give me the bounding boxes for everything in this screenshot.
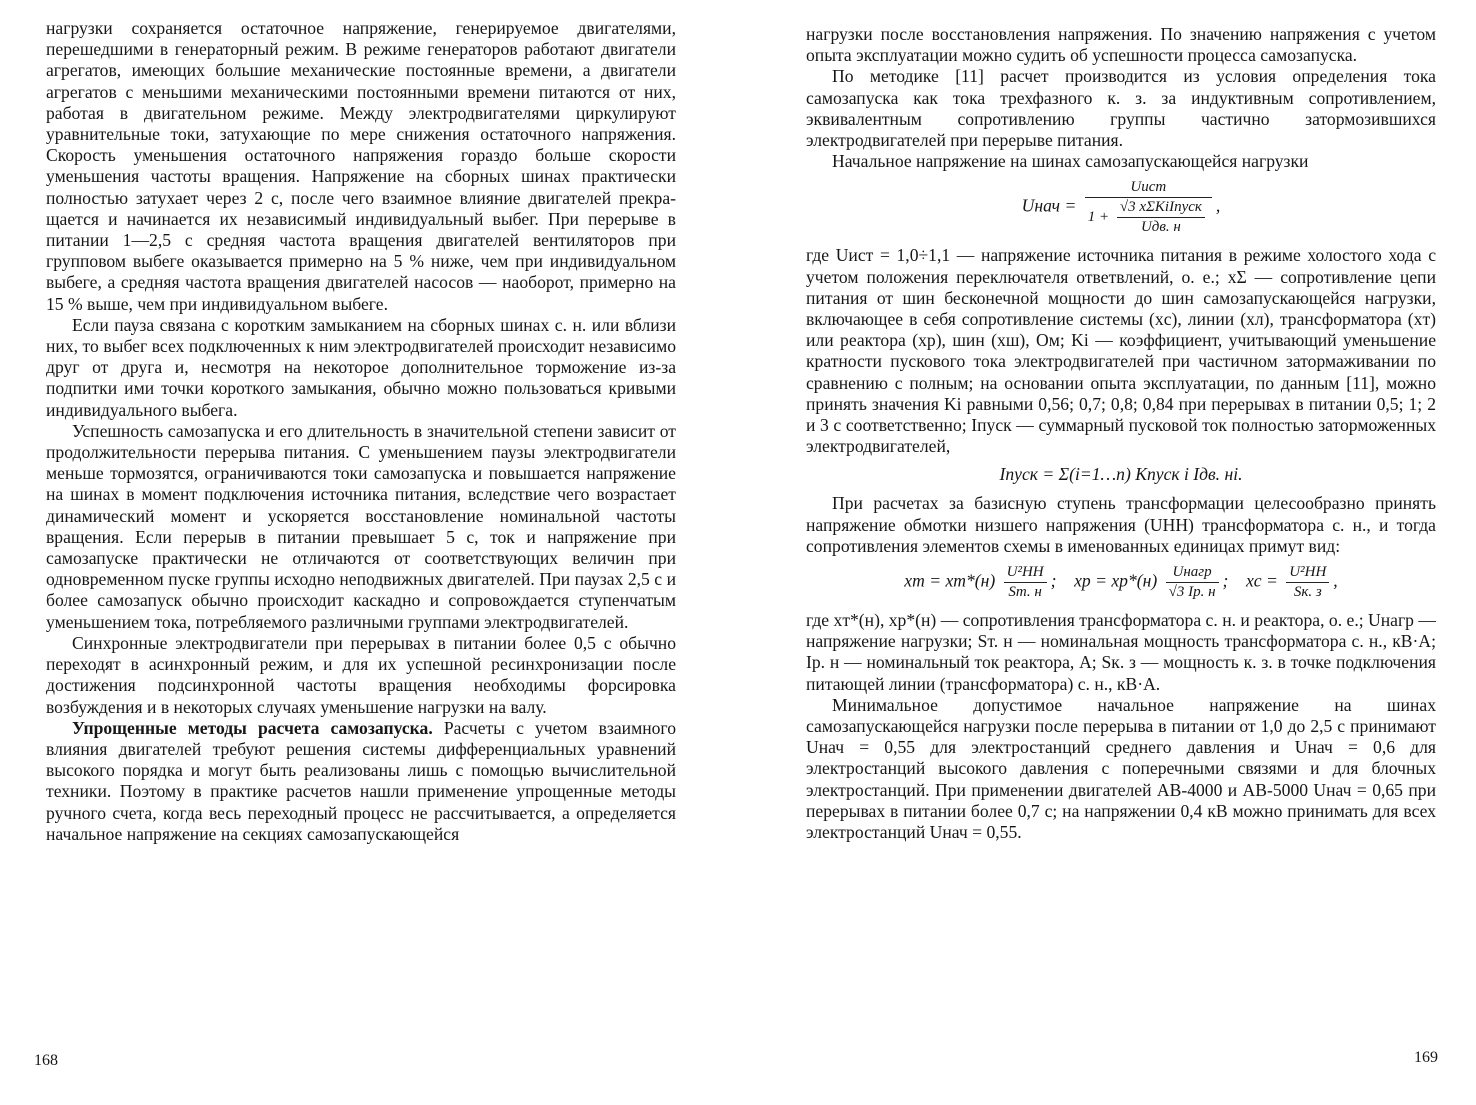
formula-start-current [806,463,1436,485]
left-page [34,0,676,1105]
formula-xc-lhs: xс = [1246,570,1278,591]
paragraph: По методике [11] расчет производится из условия определения тока самозапуска как тока трехфазного к. з. за индуктивным сопротивлением, эквивалентным сопротивлению группы частично затормозившихся электродвигателей при перерыве питания. [806,66,1436,151]
formula-xt-lhs: xт = xт*(н) [904,570,996,591]
formula-tail: , [1333,570,1338,591]
paragraph: Если пауза связана с коротким замыканием на сборных шинах с. н. или вблизи них, то выбег всех подключенных к ним электродвигателей происходит независимо друг от друга и, несмотря на некоторое дополнительное торможение из-за подпитки ими точки короткого замыкания, обычно можно пользоваться кривыми индивидуального выбега. [46,314,676,420]
formula-resistances [806,563,1436,602]
formula-numerator: Uист [1085,178,1212,198]
formula-xt-fraction [1004,563,1047,602]
formula-text: Iпуск = Σ(i=1…n) Kпуск i Iдв. нi. [999,464,1243,485]
formula-fraction [1085,178,1212,237]
formula-xt-numerator: U²НН [1004,563,1047,583]
formula-inner-denominator: Uдв. н [1140,219,1181,236]
paragraph: где xт*(н), xр*(н) — сопротивления трансформатора с. н. и реактора, о. е.; Uнагр — напряжение нагрузки; Sт. н — номинальная мощность трансформатора с. н., кВ·А; Iр. н — номинальный ток реактора, А; Sк. з — мощность к. з. в точке подключения питающей линии (трансформатора) с. н., кВ·А. [806,610,1436,694]
formula-inner-numerator: √3 xΣKiIпуск [1117,198,1205,218]
formula-xp-fraction [1166,563,1219,602]
paragraph-text: Расчеты с учетом взаимного влияния двигателей требуют решения системы дифференциальных уравнений высокого порядка и могут быть реализованы лишь с помощью вычислительной техники. Поэтому в практике расчетов нашли применение упрощенные методы ручного счета, когда весь переходный процесс не рассчитывается, а определяется начальное напряжение на секциях самозапускающейся [46,717,676,844]
paragraph: Минимальное допустимое начальное напряжение на шинах самозапускающейся нагрузки после перерыва в питании от 1,0 до 2,5 с принимают Uнач = 0,55 для электростанций среднего давления и Uнач = 0,6 для электростанций высокого давления с поперечными связями и для блочных электростанций. При применении двигателей АВ-4000 и АВ-5000 Uнач = 0,65 при перерывах в питании более 0,7 с; на напряжении 0,4 кВ можно принимать для всех электростанций Uнач = 0,55. [806,694,1436,843]
left-page-text [46,18,676,845]
page-number: 169 [1414,1049,1438,1066]
formula-separator: ; [1222,570,1229,591]
formula-xt-denominator: Sт. н [1008,584,1042,601]
formula-xc-fraction [1286,563,1329,602]
formula-inner-fraction [1117,198,1205,237]
formula-xc-denominator: Sк. з [1293,584,1322,601]
paragraph: Начальное напряжение на шинах самозапускающейся нагрузки [832,151,1309,172]
formula-separator: ; [1050,570,1057,591]
paragraph-with-heading [46,718,676,845]
paragraph: Успешность самозапуска и его длительность в значительной степени зависит от продолжительности перерыва питания. С уменьшением паузы электродвигатели меньше тормозятся, ограничиваются токи самозапуска и повышается напряжение на шинах в момент подключения источника питания, вследствие чего возрастает динамический момент и ускоряется восстановление номинальной частоты вращения. Если перерыв в питании превышает 5 с, ток и напряжение при самозапуске практически не отличаются от соответствующих величин при одновременном пуске группы исходно неподвижных двигателей. При паузах 2,5 с и более самозапуск обычно происходит каскадно и сопровождается ступенчатым уменьшением тока, потребляемого различными группами электродвигателей. [46,420,676,632]
paragraph: нагрузки сохраняется остаточное напряжение, генерируемое двигателями, перешедшими в генераторный режим. В режиме генераторов работают двигатели агрегатов, имеющих большие механические постоянные времени, а двигатели агрегатов с меньшими механическими постоянными времени питаются от них, работая в двигательном режиме. Между электродвигателями циркулируют уравнительные токи, затухающие по мере снижения остаточного напряжения. Скорость уменьшения остаточного напряжения гораздо больше скорости уменьшения частоты вращения. Напряжение на сборных шинах практически полностью затухает через 2 с, после чего взаимное влияние двигателей прекращается и начинается их независимый индивидуальный выбег. При перерыве в питании 1—2,5 с средняя частота вращения двигателей вентиляторов при групповом выбеге оказывается примерно на 5 % ниже, чем при индивидуальном выбеге, а средняя частота вращения двигателей насосов — наоборот, примерно на 15 % выше, чем при индивидуальном выбеге. [46,18,676,314]
formula-xp-numerator: Uнагр [1166,563,1219,583]
formula-tail: , [1215,195,1221,216]
paragraph: Синхронные электродвигатели при перерывах в питании более 0,5 с обычно переходят в асинхронный режим, и для их успешной ресинхронизации после достижения подсинхронной частоты вращения необходимы форсировка возбуждения и в некоторых случаях уменьшение нагрузки на валу. [46,632,676,717]
right-page-text [806,24,1436,843]
formula-xc-numerator: U²НН [1286,563,1329,583]
formula-denominator [1085,198,1212,237]
formula-denominator-prefix: 1 + [1087,209,1110,226]
formula-xp-denominator: √3 Iр. н [1168,584,1216,601]
paragraph: При расчетах за базисную ступень трансформации целесообразно принять напряжение обмотки низшего напряжения (UНН) трансформатора с. н., и тогда сопротивления элементов схемы в именованных единицах примут вид: [806,493,1436,556]
paragraph: нагрузки после восстановления напряжения. По значению напряжения с учетом опыта эксплуатации можно судить об успешности процесса самозапуска. [806,24,1436,66]
page-number: 168 [34,1052,58,1069]
formula-initial-voltage [806,178,1436,237]
formula-xp-lhs: xр = xр*(н) [1074,570,1158,591]
section-heading: Упрощенные методы расчета самозапуска. [72,717,433,738]
paragraph: где Uист = 1,0÷1,1 — напряжение источника питания в режиме холостого хода с учетом положения переключателя ответвлений, о. е.; xΣ — сопротивление цепи питания от шин бесконечной мощности до шин самозапускающейся нагрузки, включающее в себя сопротивление системы (xс), линии (xл), трансформатора (xт) или реактора (xр), шин (xш), Ом; Ki — коэффициент, учитывающий уменьшение кратности пускового тока электродвигателей при частичном затормаживании по сравнению с полным; на основании опыта эксплуатации, по данным [11], можно принять значения Ki равными 0,56; 0,7; 0,8; 0,84 при перерывах в питании 0,5; 1; 2 и 3 с соответственно; Iпуск — суммарный пусковой ток полностью заторможенных электродвигателей, [806,245,1436,457]
right-page [806,0,1436,1105]
formula-lhs: Uнач = [1021,195,1077,216]
